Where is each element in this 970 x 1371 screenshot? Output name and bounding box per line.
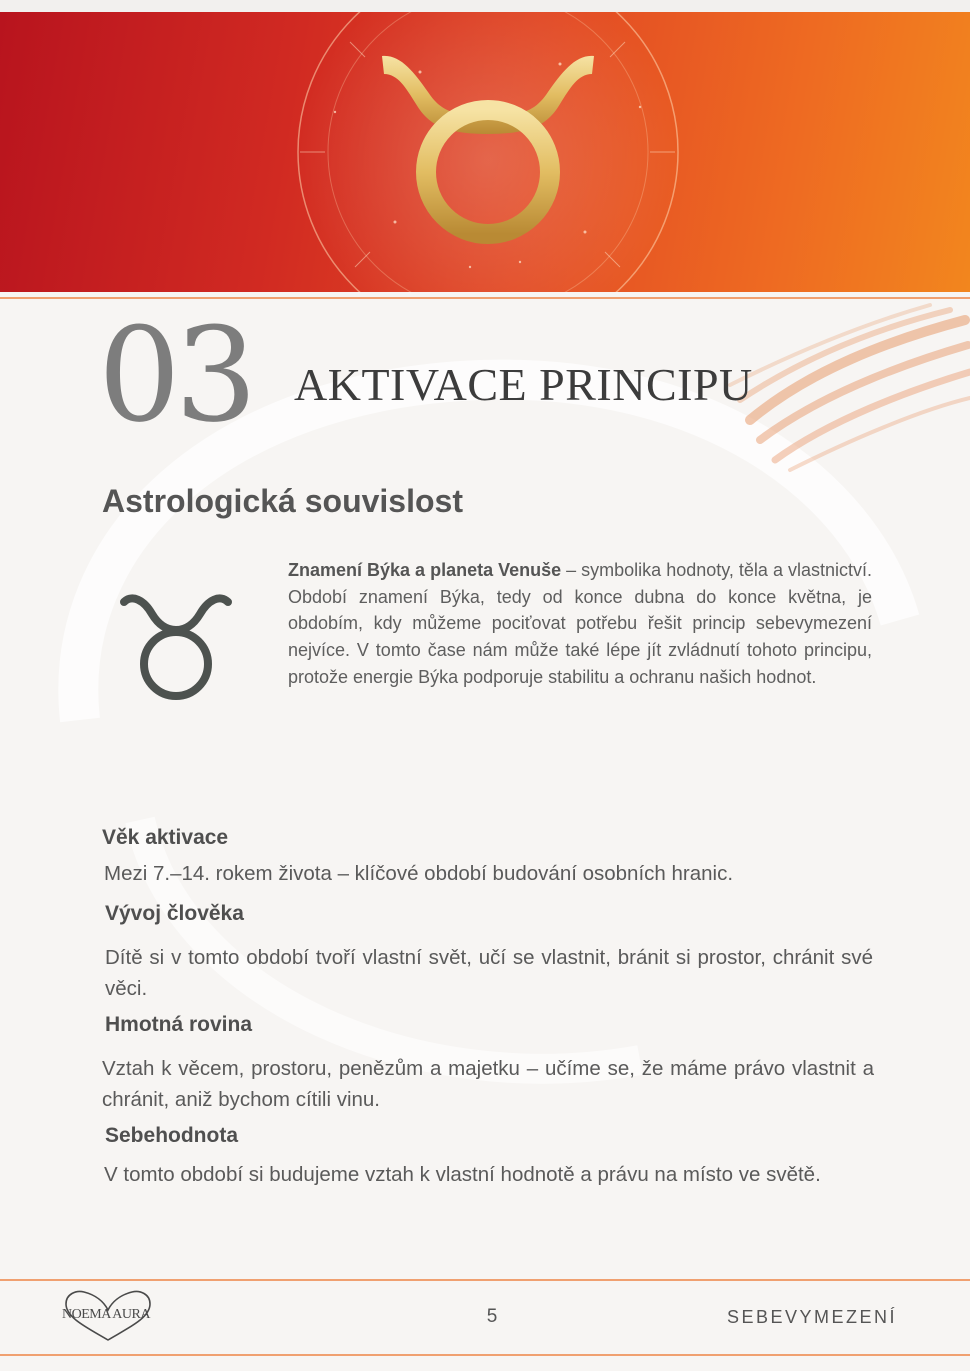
block-text: Vztah k věcem, prostoru, penězům a majetku – učíme se, že máme právo vlastnit a chránit, aniž bychom cítili vinu. <box>102 1057 874 1111</box>
footer-bottom-divider <box>0 1354 970 1356</box>
logo-text: NOEMA AURA <box>62 1307 150 1322</box>
block-text: Mezi 7.–14. rokem života – klíčové období budování osobních hranic. <box>104 862 734 885</box>
header-banner <box>0 12 970 292</box>
block-heading: Sebehodnota <box>105 1124 239 1147</box>
banner-artwork <box>0 12 970 292</box>
block-heading: Hmotná rovina <box>105 1013 253 1036</box>
section-heading: Astrologická souvislost <box>102 483 463 519</box>
intro-bold: Znamení Býka a planeta Venuše <box>288 560 562 580</box>
intro-paragraph <box>288 557 872 691</box>
brand-logo <box>58 1288 158 1344</box>
block-heading: Vývoj člověka <box>105 902 244 925</box>
footer-divider <box>0 1279 970 1281</box>
top-strip <box>0 0 970 12</box>
block-heading: Věk aktivace <box>102 826 229 849</box>
taurus-symbol-icon <box>118 586 234 706</box>
brush-stroke-decoration <box>720 300 970 475</box>
block-text: Dítě si v tomto období tvoří vlastní svět, učí se vlastnit, bránit si prostor, chránit své věci. <box>105 946 873 1000</box>
chapter-number: 03 <box>98 299 252 451</box>
footer-title: SEBEVYMEZENÍ <box>726 1307 897 1327</box>
chapter-title: AKTIVACE PRINCIPU <box>294 359 753 410</box>
page-number: 5 <box>486 1306 498 1327</box>
intro-text: – symbolika hodnoty, těla a vlastnictví. Období znamení Býka, tedy od konce dubna do konce května, je obdobím, kdy můžeme pociťovat potřebu řešit princip sebevymezení nejvíce. V tomto čase nám může také lépe jít zvládnutí tohoto principu, protože energie Býka podporuje stabilitu a ochranu našich hodnot. <box>288 560 872 687</box>
block-text: V tomto období si budujeme vztah k vlastní hodnotě a právu na místo ve světě. <box>104 1163 821 1186</box>
